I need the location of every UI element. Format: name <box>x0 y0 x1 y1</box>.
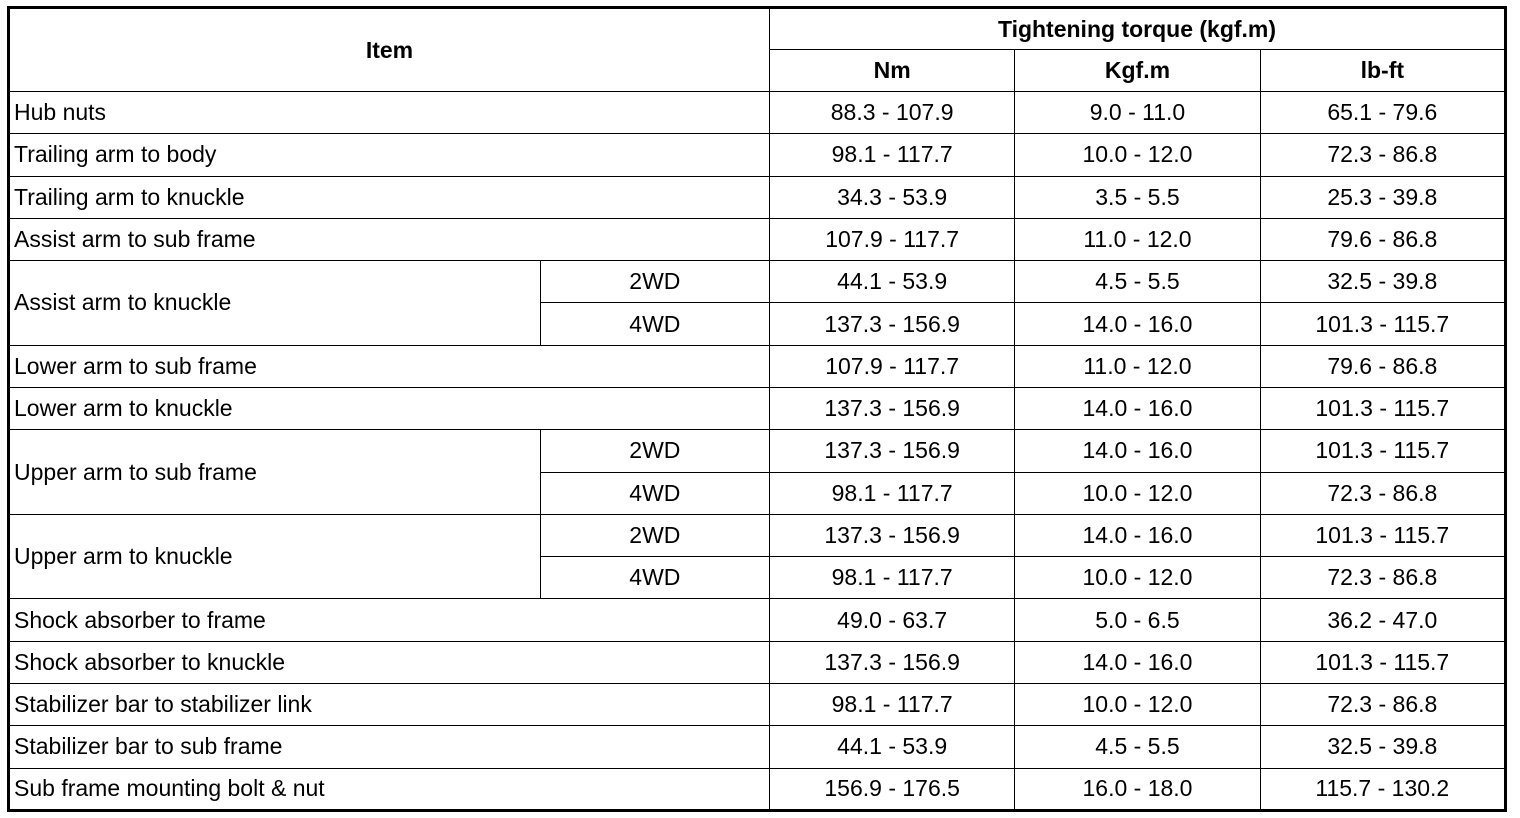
table-row <box>9 599 1506 641</box>
table-row <box>9 218 1506 260</box>
drive-cell: 4WD <box>540 472 769 514</box>
lbft-cell: 72.3 - 86.8 <box>1260 472 1505 514</box>
table-row <box>9 430 1506 472</box>
torque-group-header: Tightening torque (kgf.m) <box>770 8 1506 50</box>
kgfm-cell: 14.0 - 16.0 <box>1015 514 1260 556</box>
table-row <box>9 768 1506 811</box>
nm-header: Nm <box>770 50 1015 92</box>
item-cell: Shock absorber to knuckle <box>9 641 770 683</box>
kgfm-cell: 16.0 - 18.0 <box>1015 768 1260 811</box>
kgfm-cell: 14.0 - 16.0 <box>1015 387 1260 429</box>
lbft-cell: 79.6 - 86.8 <box>1260 345 1505 387</box>
kgfm-cell: 14.0 - 16.0 <box>1015 303 1260 345</box>
item-cell: Upper arm to sub frame <box>9 430 541 515</box>
kgfm-cell: 14.0 - 16.0 <box>1015 430 1260 472</box>
table-row <box>9 683 1506 725</box>
lbft-cell: 65.1 - 79.6 <box>1260 92 1505 134</box>
nm-cell: 44.1 - 53.9 <box>770 726 1015 768</box>
table-row <box>9 261 1506 303</box>
nm-cell: 49.0 - 63.7 <box>770 599 1015 641</box>
kgfm-cell: 9.0 - 11.0 <box>1015 92 1260 134</box>
table-row <box>9 176 1506 218</box>
kgfm-cell: 5.0 - 6.5 <box>1015 599 1260 641</box>
kgfm-cell: 11.0 - 12.0 <box>1015 345 1260 387</box>
lbft-cell: 36.2 - 47.0 <box>1260 599 1505 641</box>
nm-cell: 137.3 - 156.9 <box>770 514 1015 556</box>
lbft-cell: 25.3 - 39.8 <box>1260 176 1505 218</box>
lbft-cell: 101.3 - 115.7 <box>1260 641 1505 683</box>
item-header: Item <box>9 8 770 92</box>
item-cell: Hub nuts <box>9 92 770 134</box>
nm-cell: 98.1 - 117.7 <box>770 557 1015 599</box>
nm-cell: 156.9 - 176.5 <box>770 768 1015 811</box>
lbft-cell: 72.3 - 86.8 <box>1260 557 1505 599</box>
item-cell: Shock absorber to frame <box>9 599 770 641</box>
kgfm-cell: 4.5 - 5.5 <box>1015 726 1260 768</box>
nm-cell: 137.3 - 156.9 <box>770 387 1015 429</box>
lbft-cell: 101.3 - 115.7 <box>1260 387 1505 429</box>
nm-cell: 107.9 - 117.7 <box>770 218 1015 260</box>
kgfm-header: Kgf.m <box>1015 50 1260 92</box>
lbft-cell: 32.5 - 39.8 <box>1260 726 1505 768</box>
item-cell: Upper arm to knuckle <box>9 514 541 599</box>
table-row <box>9 134 1506 176</box>
table-row <box>9 387 1506 429</box>
item-cell: Trailing arm to knuckle <box>9 176 770 218</box>
kgfm-cell: 10.0 - 12.0 <box>1015 472 1260 514</box>
item-cell: Lower arm to sub frame <box>9 345 770 387</box>
nm-cell: 107.9 - 117.7 <box>770 345 1015 387</box>
nm-cell: 137.3 - 156.9 <box>770 303 1015 345</box>
kgfm-cell: 10.0 - 12.0 <box>1015 683 1260 725</box>
lbft-cell: 101.3 - 115.7 <box>1260 303 1505 345</box>
lbft-cell: 79.6 - 86.8 <box>1260 218 1505 260</box>
item-cell: Stabilizer bar to stabilizer link <box>9 683 770 725</box>
kgfm-cell: 4.5 - 5.5 <box>1015 261 1260 303</box>
torque-specification-table <box>7 6 1507 812</box>
kgfm-cell: 10.0 - 12.0 <box>1015 134 1260 176</box>
lbft-cell: 101.3 - 115.7 <box>1260 514 1505 556</box>
kgfm-cell: 11.0 - 12.0 <box>1015 218 1260 260</box>
table-row <box>9 514 1506 556</box>
lbft-cell: 72.3 - 86.8 <box>1260 134 1505 176</box>
item-cell: Assist arm to knuckle <box>9 261 541 346</box>
lbft-cell: 101.3 - 115.7 <box>1260 430 1505 472</box>
nm-cell: 137.3 - 156.9 <box>770 430 1015 472</box>
drive-cell: 4WD <box>540 303 769 345</box>
kgfm-cell: 3.5 - 5.5 <box>1015 176 1260 218</box>
nm-cell: 98.1 - 117.7 <box>770 683 1015 725</box>
nm-cell: 44.1 - 53.9 <box>770 261 1015 303</box>
drive-cell: 2WD <box>540 430 769 472</box>
lbft-cell: 115.7 - 130.2 <box>1260 768 1505 811</box>
nm-cell: 98.1 - 117.7 <box>770 472 1015 514</box>
table-row <box>9 345 1506 387</box>
lbft-cell: 32.5 - 39.8 <box>1260 261 1505 303</box>
kgfm-cell: 14.0 - 16.0 <box>1015 641 1260 683</box>
nm-cell: 88.3 - 107.9 <box>770 92 1015 134</box>
drive-cell: 2WD <box>540 514 769 556</box>
nm-cell: 98.1 - 117.7 <box>770 134 1015 176</box>
drive-cell: 2WD <box>540 261 769 303</box>
item-cell: Sub frame mounting bolt & nut <box>9 768 770 811</box>
drive-cell: 4WD <box>540 557 769 599</box>
lbft-cell: 72.3 - 86.8 <box>1260 683 1505 725</box>
item-cell: Stabilizer bar to sub frame <box>9 726 770 768</box>
table-row <box>9 92 1506 134</box>
header-row-top <box>9 8 1506 50</box>
nm-cell: 34.3 - 53.9 <box>770 176 1015 218</box>
kgfm-cell: 10.0 - 12.0 <box>1015 557 1260 599</box>
item-cell: Assist arm to sub frame <box>9 218 770 260</box>
nm-cell: 137.3 - 156.9 <box>770 641 1015 683</box>
item-cell: Trailing arm to body <box>9 134 770 176</box>
lbft-header: lb-ft <box>1260 50 1505 92</box>
table-row <box>9 726 1506 768</box>
item-cell: Lower arm to knuckle <box>9 387 770 429</box>
table-row <box>9 641 1506 683</box>
